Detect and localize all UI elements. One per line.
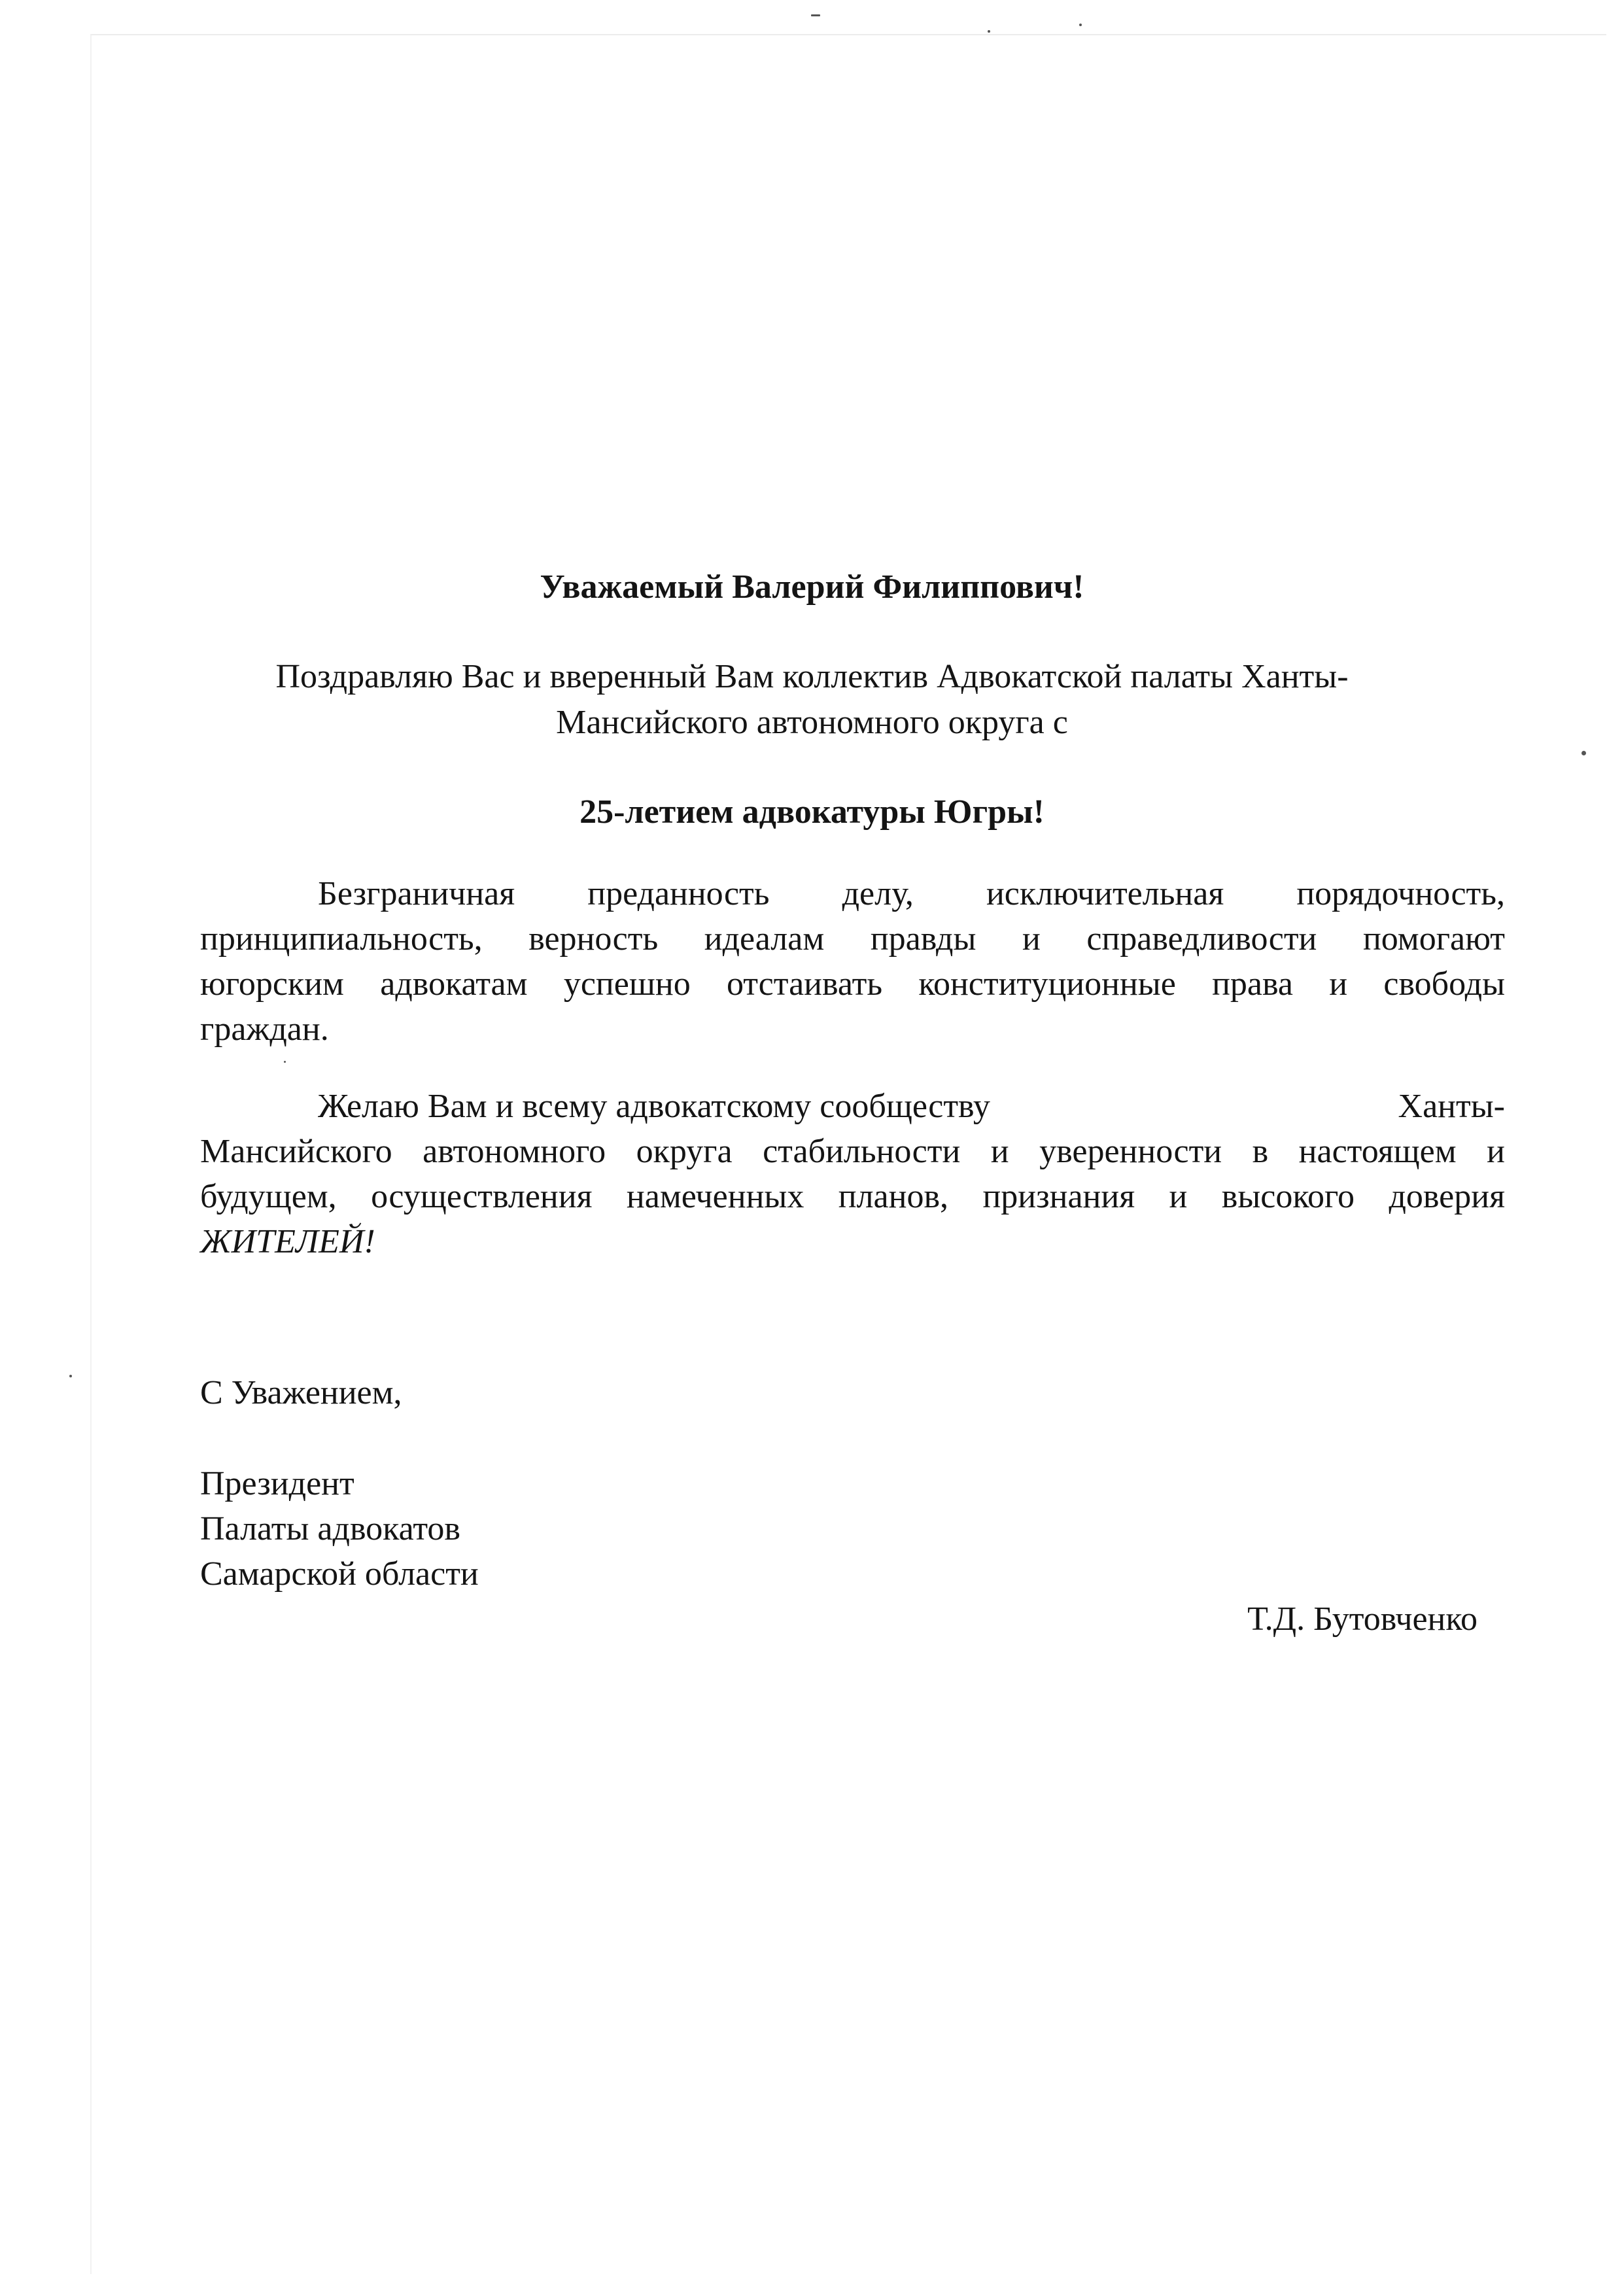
scan-speck <box>1581 751 1586 755</box>
salutation: Уважаемый Валерий Филиппович! <box>540 568 1084 606</box>
scan-speck <box>1079 24 1082 26</box>
intro-line: Поздравляю Вас и вверенный Вам коллектив Адвокатской палаты Ханты- <box>275 658 1349 695</box>
paragraph-line: ЖИТЕЛЕЙ! <box>200 1223 375 1260</box>
paragraph-line: граждан. <box>200 1010 329 1048</box>
paragraph-line: Мансийского автономного округа стабильности и уверенности в настоящем и <box>200 1133 1505 1170</box>
paragraph-line: принципиальность, верность идеалам правды и справедливости помогают <box>200 920 1505 958</box>
paragraph-text: Ханты- <box>1398 1088 1505 1125</box>
paragraph-text: Желаю Вам и всему адвокатскому сообществу <box>318 1088 990 1125</box>
paragraph-line: югорским адвокатам успешно отстаивать конституционные права и свободы <box>200 965 1505 1003</box>
sender-title-line: Палаты адвокатов <box>200 1510 460 1547</box>
paragraph-line: Безграничная преданность делу, исключительная порядочность, <box>318 875 1505 912</box>
scan-speck <box>988 30 990 33</box>
intro-line: Мансийского автономного округа с <box>556 704 1068 741</box>
sender-title-line: Президент <box>200 1465 354 1502</box>
signatory-name: Т.Д. Бутовченко <box>1247 1600 1477 1638</box>
paragraph-line <box>318 1084 1505 1129</box>
scan-speck <box>69 1375 72 1377</box>
scan-speck <box>811 14 820 16</box>
closing: С Уважением, <box>200 1374 402 1411</box>
occasion-heading: 25-летием адвокатуры Югры! <box>579 793 1045 831</box>
scan-speck <box>284 1061 286 1063</box>
paragraph-line: будущем, осуществления намеченных планов, признания и высокого доверия <box>200 1178 1505 1215</box>
sender-title-line: Самарской области <box>200 1555 479 1593</box>
